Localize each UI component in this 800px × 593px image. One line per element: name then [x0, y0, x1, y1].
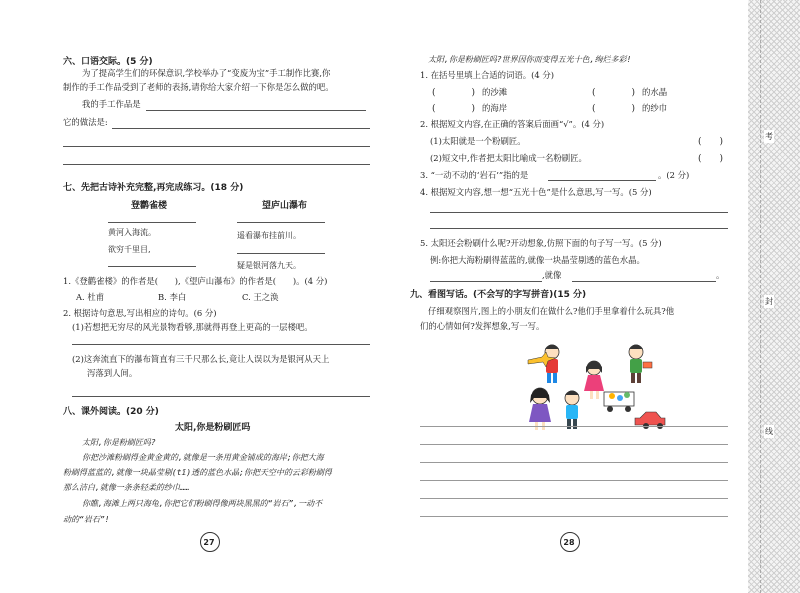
- section-9-heading: 九、看图写话。(不会写的字写拼音)(15 分): [410, 290, 587, 300]
- question-8-5: 5. 太阳还会粉刷什么呢?开动想象,仿照下面的句子写一写。(5 分): [420, 238, 662, 248]
- option-b[interactable]: B. 李白: [158, 292, 187, 302]
- blank-d-label: 的纱巾: [642, 103, 668, 113]
- blank-paren-c[interactable]: ( ): [432, 104, 476, 114]
- answer-line-8-3[interactable]: [548, 180, 656, 181]
- story-line-3: 粉刷得蓝蓝的,就像一块晶莹剔(tī)透的蓝色水晶;你把天空中的云彩粉刷得: [63, 468, 332, 477]
- answer-line-7-2-1[interactable]: [72, 344, 370, 345]
- story-line-4: 那么洁白,就像一条条轻柔的纱巾……: [63, 483, 190, 492]
- page-number-right: 28: [558, 532, 580, 552]
- writing-line-1[interactable]: [420, 426, 728, 427]
- check-paren-2[interactable]: ( ): [698, 154, 724, 164]
- question-8-2-1: (1)太阳就是一个粉刷匠。: [430, 136, 526, 146]
- page-number-left: 27: [198, 532, 220, 552]
- binding-strip: [748, 0, 800, 593]
- check-paren-1[interactable]: ( ): [698, 137, 724, 147]
- answer-line-8-4-1[interactable]: [430, 212, 728, 213]
- blank-a-label: 的沙滩: [482, 87, 508, 97]
- girl-middle: [584, 361, 604, 399]
- poem-1-line-3: 欲穷千里目,: [108, 245, 151, 254]
- girl-left: [529, 388, 551, 430]
- answer-line-8-5-1[interactable]: [430, 281, 542, 282]
- binding-cut-line: [760, 0, 761, 593]
- writing-line-2[interactable]: [420, 444, 728, 445]
- right-page: [400, 0, 748, 593]
- writing-line-3[interactable]: [420, 462, 728, 463]
- question-8-2: 2. 根据短文内容,在正确的答案后面画“√”。(4 分): [420, 119, 605, 129]
- writing-line-4[interactable]: [420, 480, 728, 481]
- section-9-text-1: 仔细观察图片,图上的小朋友们在做什么?他们手里拿着什么玩具?他: [428, 306, 675, 316]
- section-7-heading: 七、先把古诗补充完整,再完成练习。(18 分): [63, 183, 244, 193]
- poem-2-line-4: 疑是银河落九天。: [237, 261, 301, 270]
- question-8-5-example: 例:你把大海粉刷得蓝蓝的,就像一块晶莹剔透的蓝色水晶。: [430, 255, 645, 265]
- strip-char-3: 线: [765, 427, 773, 436]
- question-7-2-1: (1)若想把无穷尽的风光景物看够,那就得再登上更高的一层楼吧。: [72, 322, 313, 332]
- strip-char-1: 考: [765, 132, 773, 141]
- poem-1-blank-2[interactable]: [108, 266, 196, 267]
- writing-line-6[interactable]: [420, 516, 728, 517]
- question-8-4: 4. 根据短文内容,想一想“五光十色”是什么意思,写一写。(5 分): [420, 187, 652, 197]
- story-line-5: 你瞧,海滩上两只海龟,你把它们粉刷得像两块黑黑的“岩石”,一动不: [82, 499, 323, 508]
- work-answer-line[interactable]: [146, 110, 366, 111]
- story-line-2: 你把沙滩粉刷得金黄金黄的,就像是一条用黄金铺成的海岸;你把大海: [82, 453, 324, 462]
- writing-line-5[interactable]: [420, 498, 728, 499]
- question-8-3: 3. “一动不动的‘岩石’”指的是: [420, 170, 529, 180]
- boy-bottom: [565, 391, 579, 430]
- section-6-text-1: 为了提高学生们的环保意识,学校举办了“变废为宝”手工制作比赛,你: [82, 68, 331, 78]
- method-answer-line-2[interactable]: [63, 146, 370, 147]
- section-6-text-2: 制作的手工作品受到了老师的表扬,请你给大家介绍一下你是怎么做的吧。: [63, 82, 334, 92]
- blank-paren-a[interactable]: ( ): [432, 88, 476, 98]
- section-9-text-2: 们的心情如何?发挥想象,写一写。: [420, 321, 545, 331]
- blank-c-label: 的海岸: [482, 103, 508, 113]
- boy-with-plane: [528, 345, 559, 384]
- boy-right: [629, 345, 652, 384]
- children-playing-illustration: [518, 338, 668, 438]
- blank-paren-d[interactable]: ( ): [592, 104, 636, 114]
- story-title: 太阳,你是粉刷匠吗: [175, 423, 251, 433]
- question-7-2: 2. 根据诗句意思,写出相应的诗句。(6 分): [63, 308, 217, 318]
- question-8-2-2: (2)短文中,作者把太阳比喻成一名粉刷匠。: [430, 153, 587, 163]
- section-6-heading: 六、口语交际。(5 分): [63, 57, 153, 67]
- question-8-3-score: 。(2 分): [658, 170, 690, 180]
- question-7-2-2a: (2)这奔流直下的瀑布简直有三千尺那么长,竟让人误以为是银河从天上: [72, 354, 330, 364]
- story-line-7: 太阳,你是粉刷匠吗?世界因你而变得五光十色,绚烂多彩!: [428, 55, 632, 64]
- section-8-heading: 八、课外阅读。(20 分): [63, 407, 159, 417]
- method-answer-line-1[interactable]: [112, 128, 370, 129]
- story-line-6: 动的“岩石”!: [63, 515, 110, 524]
- poem-1-title: 登鹳雀楼: [131, 201, 168, 211]
- poem-2-blank-2[interactable]: [237, 253, 325, 254]
- option-a[interactable]: A. 杜甫: [76, 292, 105, 302]
- poem-1-blank-1[interactable]: [108, 222, 196, 223]
- question-8-5-like: ,就像: [542, 270, 562, 280]
- question-8-1: 1. 在括号里填上合适的词语。(4 分): [420, 70, 555, 80]
- answer-line-8-4-2[interactable]: [430, 228, 728, 229]
- strip-char-2: 封: [765, 297, 773, 306]
- answer-line-7-2-2[interactable]: [72, 396, 370, 397]
- method-label: 它的做法是:: [63, 117, 108, 127]
- option-c[interactable]: C. 王之涣: [242, 292, 279, 302]
- poem-2-line-2: 遥看瀑布挂前川。: [237, 231, 301, 240]
- question-8-5-end: 。: [716, 270, 725, 280]
- answer-line-8-5-2[interactable]: [572, 281, 716, 282]
- method-answer-line-3[interactable]: [63, 164, 370, 165]
- question-7-1: 1.《登鹳雀楼》的作者是( ),《望庐山瀑布》的作者是( )。(4 分): [63, 276, 328, 286]
- toy-cart: [604, 392, 634, 412]
- story-line-1: 太阳,你是粉刷匠吗?: [82, 438, 156, 447]
- poem-1-line-2: 黄河入海流。: [108, 228, 156, 237]
- question-7-2-2b: 泻落到人间。: [87, 368, 138, 378]
- blank-paren-b[interactable]: ( ): [592, 88, 636, 98]
- blank-b-label: 的水晶: [642, 87, 668, 97]
- poem-2-title: 望庐山瀑布: [262, 201, 308, 211]
- poem-2-blank-1[interactable]: [237, 222, 325, 223]
- work-label: 我的手工作品是: [82, 99, 141, 109]
